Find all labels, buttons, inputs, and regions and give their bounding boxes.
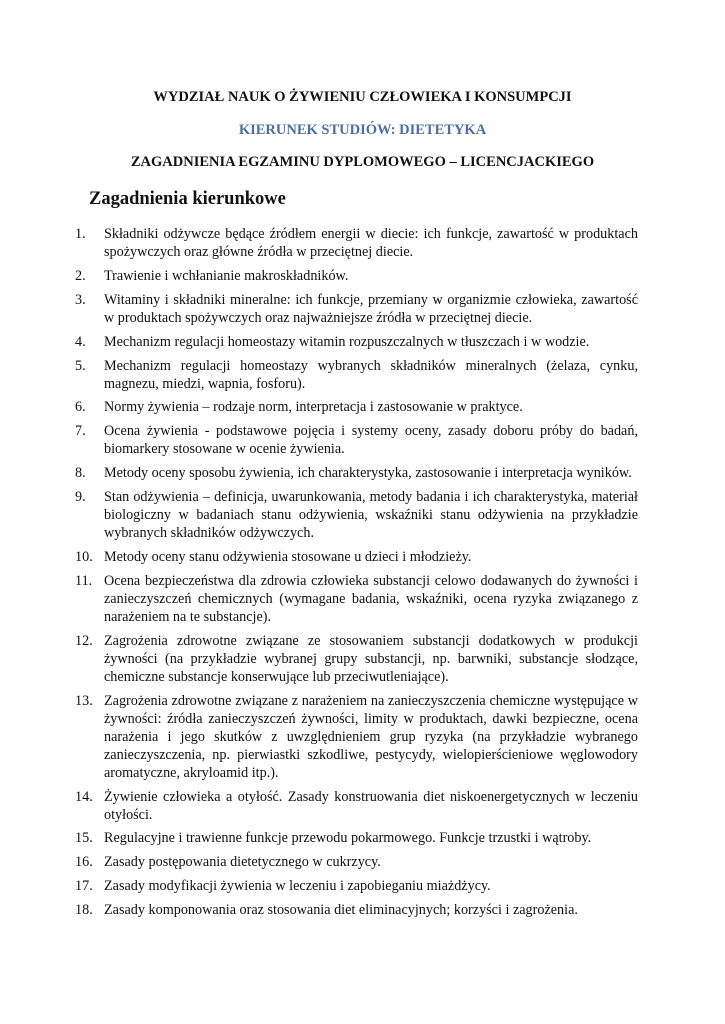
- topic-number: 11.: [75, 572, 93, 589]
- topics-list: [0, 225, 725, 925]
- topic-number: 5.: [75, 357, 86, 374]
- topic-item: [0, 632, 725, 686]
- topic-number: 4.: [75, 333, 86, 350]
- topic-text: Metody oceny sposobu żywienia, ich charakterystyka, zastosowanie i interpretacja wyników.: [104, 465, 632, 482]
- topic-text: Trawienie i wchłanianie makroskładników.: [104, 267, 349, 284]
- topic-item: [0, 291, 725, 327]
- topic-text: Normy żywienia – rodzaje norm, interpretacja i zastosowanie w praktyce.: [104, 399, 523, 416]
- topic-number: 9.: [75, 489, 86, 506]
- topic-item: [0, 853, 725, 871]
- topic-item: [0, 829, 725, 847]
- topic-number: 7.: [75, 423, 86, 440]
- topic-number: 14.: [75, 788, 93, 805]
- topic-text: Zagrożenia zdrowotne związane z narażeniem na zanieczyszczenia chemiczne występujące w żywności: źródła zanieczyszczeń żywności, limity w produktach, dawki bezpieczne, ocena narażenia i jego skutków z uwzględnieniem grup ryzyka (na przykładzie wybranego zanieczyszczenia, np. pierwiastki szkodliwe, pestycydy, wielopierścieniowe węglowodory aromatyczne, akryloamid itp.).: [104, 692, 638, 781]
- topic-item: [0, 572, 725, 626]
- topic-number: 2.: [75, 267, 86, 284]
- program-heading: KIERUNEK STUDIÓW: DIETETYKA: [238, 122, 487, 138]
- topic-number: 3.: [75, 291, 86, 308]
- topic-number: 6.: [75, 399, 86, 416]
- topic-text: Zagrożenia zdrowotne związane ze stosowaniem substancji dodatkowych w produkcji żywności (na przykładzie wybranej grupy substancji, np. barwniki, substancje słodzące, chemiczne substancje konserwujące lub przeciwutleniające).: [104, 632, 638, 685]
- topic-text: Ocena żywienia - podstawowe pojęcia i systemy oceny, zasady doboru próby do badań, biomarkery stosowane w ocenie żywienia.: [104, 423, 638, 458]
- topic-text: Witaminy i składniki mineralne: ich funkcje, przemiany w organizmie człowieka, zawartość w produktach spożywczych oraz najważniejsze źródła w przeciętnej diecie.: [104, 291, 638, 326]
- topic-number: 8.: [75, 465, 86, 482]
- topic-item: [0, 464, 725, 482]
- topic-number: 1.: [75, 226, 86, 242]
- topic-item: [0, 357, 725, 393]
- topic-item: [0, 692, 725, 782]
- topic-text: Mechanizm regulacji homeostazy witamin rozpuszczalnych w tłuszczach i w wodzie.: [104, 333, 590, 350]
- topic-text: Zasady modyfikacji żywienia w leczeniu i zapobieganiu miażdżycy.: [104, 878, 491, 895]
- topic-item: [0, 877, 725, 895]
- topic-item: [0, 901, 725, 919]
- topic-text: Zasady postępowania dietetycznego w cukrzycy.: [104, 854, 381, 871]
- topic-item: [0, 225, 725, 261]
- topic-number: 18.: [75, 902, 93, 919]
- topic-number: 13.: [75, 692, 93, 709]
- topic-item: [0, 422, 725, 458]
- topic-number: 16.: [75, 854, 93, 871]
- topic-item: [0, 548, 725, 566]
- topic-text: Stan odżywienia – definicja, uwarunkowania, metody badania i ich charakterystyka, materiał biologiczny w badaniach stanu odżywienia, wskaźniki stanu odżywienia na przykładzie wybranych składników odżywczych.: [104, 489, 638, 542]
- topic-text: Żywienie człowieka a otyłość. Zasady konstruowania diet niskoenergetycznych w leczeniu otyłości.: [104, 788, 638, 823]
- topic-number: 17.: [75, 878, 93, 895]
- topic-text: Ocena bezpieczeństwa dla zdrowia człowieka substancji celowo dodawanych do żywności i zanieczyszczeń chemicznych (wymagane badania, wskaźniki, ocena ryzyka związanego z narażeniem na te substancje).: [104, 572, 638, 625]
- topic-item: [0, 398, 725, 416]
- topic-text: Mechanizm regulacji homeostazy wybranych składników mineralnych (żelaza, cynku, magnezu, miedzi, wapnia, fosforu).: [104, 357, 638, 392]
- topic-item: [0, 333, 725, 351]
- topic-number: 10.: [75, 549, 93, 566]
- topic-text: Zasady komponowania oraz stosowania diet eliminacyjnych; korzyści i zagrożenia.: [104, 902, 578, 919]
- topic-item: [0, 788, 725, 824]
- topic-item: [0, 267, 725, 285]
- topic-text: Składniki odżywcze będące źródłem energii w diecie: ich funkcje, zawartość w produktach spożywczych oraz główne źródła w przeciętnej diecie.: [104, 226, 638, 260]
- exam-heading: ZAGADNIENIA EGZAMINU DYPLOMOWEGO – LICENCJACKIEGO: [130, 154, 595, 170]
- topic-text: Metody oceny stanu odżywienia stosowane u dzieci i młodzieży.: [104, 549, 472, 566]
- topic-number: 15.: [75, 830, 93, 847]
- topic-number: 12.: [75, 632, 93, 649]
- topic-item: [0, 488, 725, 542]
- section-title: Zagadnienia kierunkowe: [89, 189, 286, 209]
- faculty-heading: WYDZIAŁ NAUK O ŻYWIENIU CZŁOWIEKA I KONSUMPCJI: [153, 89, 572, 105]
- topic-text: Regulacyjne i trawienne funkcje przewodu pokarmowego. Funkcje trzustki i wątroby.: [104, 830, 592, 847]
